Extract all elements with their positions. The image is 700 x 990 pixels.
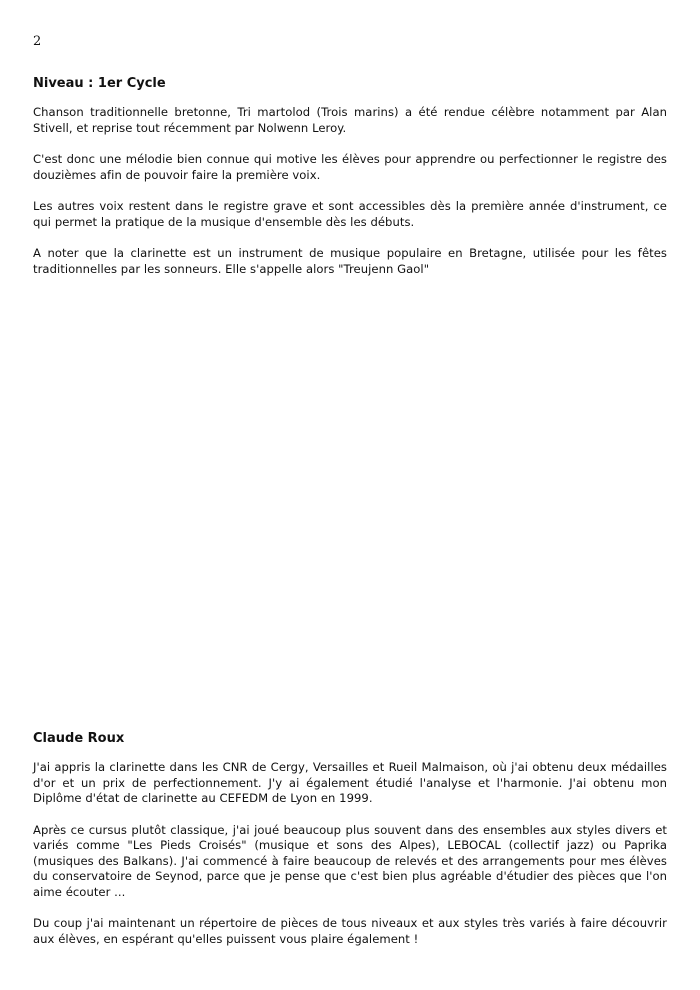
author-paragraph-1: J'ai appris la clarinette dans les CNR de Cergy, Versailles et Rueil Malmaison, où j'ai obtenu deux médailles d'or et un prix de perfectionnement. J'y ai également étudié l'analyse et l'harmonie. J'ai obtenu mon Diplôme d'état de clarinette au CEFEDM de Lyon en 1999. bbox=[33, 760, 667, 805]
author-section bbox=[33, 731, 667, 963]
page-number: 2 bbox=[33, 34, 42, 49]
level-paragraph-2: C'est donc une mélodie bien connue qui motive les élèves pour apprendre ou perfectionner le registre des douzièmes afin de pouvoir faire la première voix. bbox=[33, 152, 667, 182]
level-section-title: Niveau : 1er Cycle bbox=[33, 76, 166, 91]
level-paragraph-1: Chanson traditionnelle bretonne, Tri martolod (Trois marins) a été rendue célèbre notamment par Alan Stivell, et reprise tout récemment par Nolwenn Leroy. bbox=[33, 105, 667, 135]
level-paragraph-4: A noter que la clarinette est un instrument de musique populaire en Bretagne, utilisée pour les fêtes traditionnelles par les sonneurs. Elle s'appelle alors "Treujenn Gaol" bbox=[33, 246, 667, 276]
level-paragraph-3: Les autres voix restent dans le registre grave et sont accessibles dès la première année d'instrument, ce qui permet la pratique de la musique d'ensemble dès les débuts. bbox=[33, 199, 667, 229]
level-section bbox=[33, 76, 667, 293]
author-paragraph-2: Après ce cursus plutôt classique, j'ai joué beaucoup plus souvent dans des ensembles aux styles divers et variés comme "Les Pieds Croisés" (musique et sons des Alpes), LEBOCAL (collectif jazz) ou Paprika (musiques des Balkans). J'ai commencé à faire beaucoup de relevés et des arrangements pour mes élèves du conservatoire de Seynod, parce que je pense que c'est bien plus agréable d'étudier des pièces que l'on aime écouter ... bbox=[33, 822, 667, 899]
author-section-title: Claude Roux bbox=[33, 731, 125, 746]
author-paragraph-3: Du coup j'ai maintenant un répertoire de pièces de tous niveaux et aux styles très variés à faire découvrir aux élèves, en espérant qu'elles puissent vous plaire également ! bbox=[33, 916, 667, 946]
